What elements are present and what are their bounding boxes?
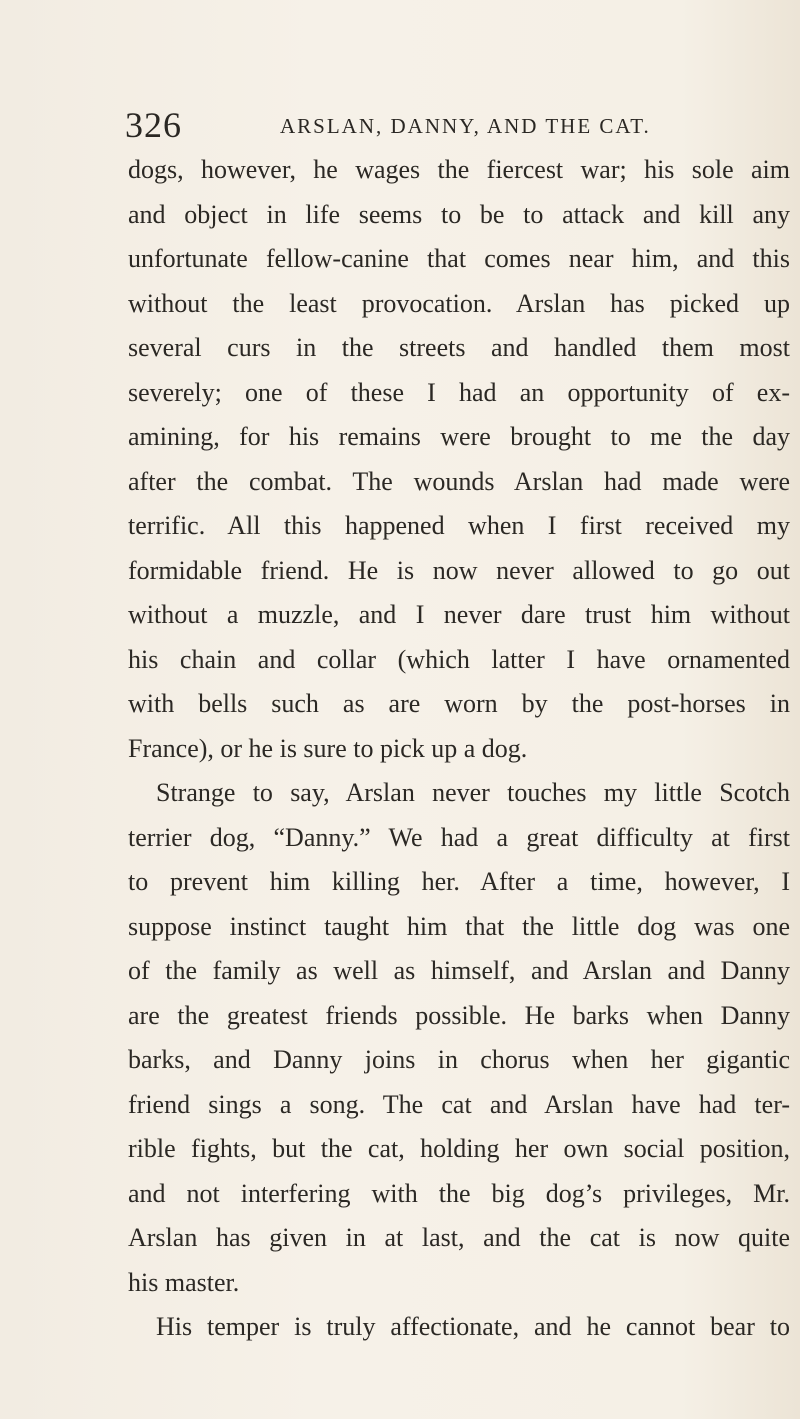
text-line: terrier dog, “Danny.” We had a great difficulty at first — [128, 822, 790, 852]
text-line: rible fights, but the cat, holding her own social position, — [128, 1134, 790, 1163]
text-line: and object in life seems to be to attack and kill any — [128, 199, 790, 229]
text-line: amining, for his remains were brought to me the day — [128, 422, 790, 451]
text-line: are the greatest friends possible. He barks when Danny — [128, 1000, 790, 1030]
text-line: suppose instinct taught him that the little dog was one — [128, 911, 790, 941]
text-line: with bells such as are worn by the post-horses in — [128, 689, 790, 718]
text-line: without the least provocation. Arslan has picked up — [128, 288, 790, 318]
text-line: without a muzzle, and I never dare trust him without — [128, 600, 790, 629]
text-line: after the combat. The wounds Arslan had made were — [128, 466, 790, 496]
text-line: his master. — [128, 1267, 240, 1297]
text-line: Arslan has given in at last, and the cat is now quite — [128, 1223, 790, 1252]
body-text — [128, 148, 790, 1350]
page-number: 326 — [125, 105, 182, 145]
running-title: ARSLAN, DANNY, AND THE CAT. — [280, 114, 651, 138]
text-line: formidable friend. He is now never allowed to go out — [128, 555, 790, 585]
text-line: His temper is truly affectionate, and he cannot bear to — [156, 1312, 790, 1341]
text-line: of the family as well as himself, and Arslan and Danny — [128, 956, 790, 985]
text-line: friend sings a song. The cat and Arslan have had ter- — [128, 1089, 790, 1119]
text-line: severely; one of these I had an opportunity of ex- — [128, 377, 790, 407]
text-line: terrific. All this happened when I first received my — [128, 511, 790, 540]
text-line: dogs, however, he wages the fiercest war; his sole aim — [128, 155, 790, 184]
text-line: to prevent him killing her. After a time, however, I — [128, 867, 790, 896]
text-line: unfortunate fellow-canine that comes near him, and this — [128, 244, 790, 273]
text-line: barks, and Danny joins in chorus when her gigantic — [128, 1045, 790, 1074]
text-line: several curs in the streets and handled them most — [128, 333, 790, 362]
text-line: France), or he is sure to pick up a dog. — [128, 733, 528, 763]
text-line: his chain and collar (which latter I have ornamented — [128, 644, 790, 674]
text-line: Strange to say, Arslan never touches my little Scotch — [156, 778, 790, 807]
running-head — [125, 100, 725, 150]
text-line: and not interfering with the big dog’s privileges, Mr. — [128, 1178, 790, 1208]
